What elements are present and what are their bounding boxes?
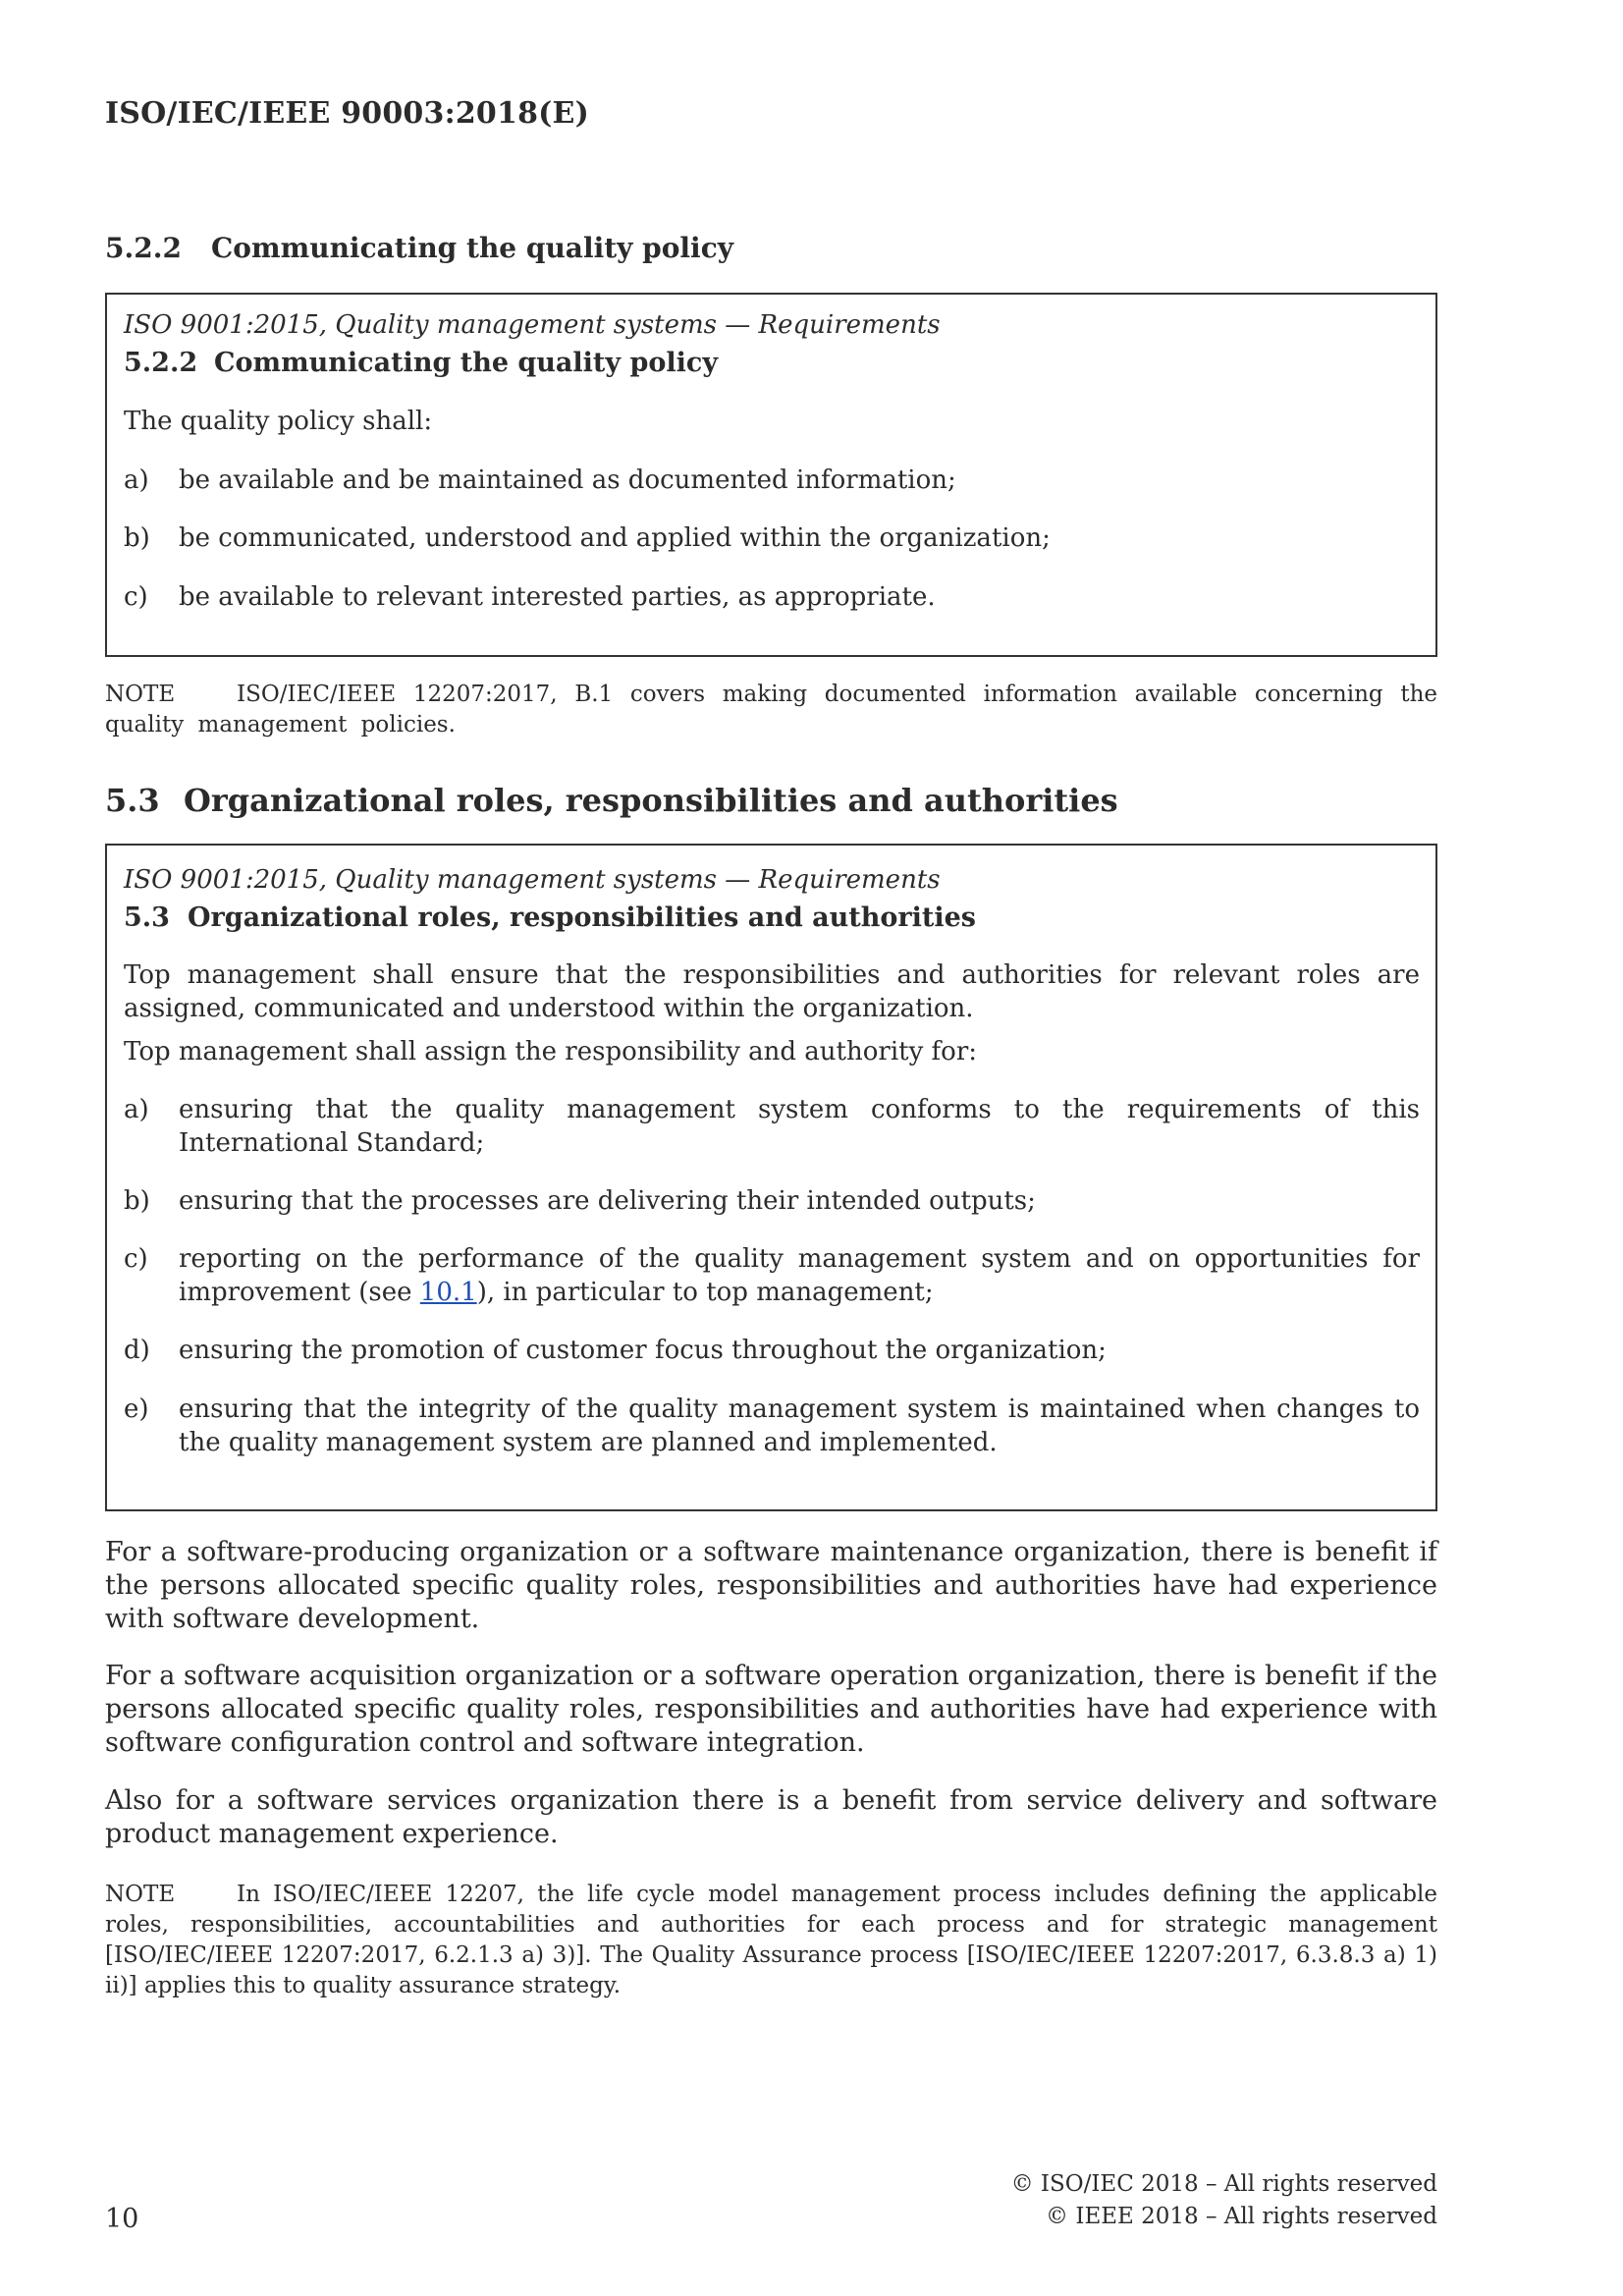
document-identifier: ISO/IEC/IEEE 90003:2018(E) [105,96,589,131]
copyright-notice [1011,2168,1437,2233]
list-text: ensuring the promotion of customer focus throughout the organization; [179,1336,1107,1365]
box-source: ISO 9001:2015, Quality management systems — Requirements [124,310,941,340]
list-text [179,1242,1420,1309]
box-intro: The quality policy shall: [124,407,433,436]
note-label: NOTE [105,682,176,707]
list-item [124,1093,1420,1160]
section-heading-5-3 [105,782,1118,819]
list-item [124,1393,1420,1459]
box-heading [124,902,1420,935]
list-label: a) [124,1095,149,1124]
note [105,1880,1437,2001]
list-item [124,1334,1420,1367]
list-item [124,464,1420,497]
copyright-iso: © ISO/IEC 2018 – All rights reserved [1010,2171,1437,2197]
list-label: e) [124,1394,149,1424]
section-number: 5.2.2 [105,232,182,264]
note-text: ISO/IEC/IEEE 12207:2017, B.1 covers making documented information available concerning the quality management policies. [105,682,1437,738]
list-text: be available and be maintained as documented information; [179,465,956,495]
page-number: 10 [105,2204,139,2234]
list-text-part: ), in particular to top management; [476,1278,934,1307]
list-label: c) [124,1244,148,1274]
list-text: ensuring that the integrity of the quality management system is maintained when changes to the quality management system are planned and implemented. [179,1394,1420,1457]
list-label: d) [124,1336,150,1365]
list-item [124,580,1420,614]
list-label: b) [124,1186,150,1216]
box-heading-number: 5.3 [124,902,170,933]
list-text: be available to relevant interested parties, as appropriate. [179,582,936,612]
body-paragraph: For a software acquisition organization or a software operation organization, there is benefit if the persons allocated specific quality roles, responsibilities and authorities have had experience with software configuration control and software integration. [105,1661,1437,1758]
list-item [124,1184,1420,1218]
box-heading-title: Organizational roles, responsibilities and authorities [188,902,976,933]
list-text: ensuring that the processes are delivering their intended outputs; [179,1186,1036,1216]
box-heading [124,347,1420,380]
list-text-part: reporting on the performance of the quality management system and on opportunities for improvement (see [179,1244,1420,1307]
list-text: ensuring that the quality management system conforms to the requirements of this International Standard; [179,1095,1420,1158]
box-heading-title: Communicating the quality policy [214,348,719,378]
note-label: NOTE [105,1882,176,1907]
note [105,680,1437,740]
quoted-requirement-box [105,844,1437,1511]
section-title: Communicating the quality policy [211,232,734,264]
list-text: be communicated, understood and applied within the organization; [179,523,1051,553]
section-number: 5.3 [105,782,160,819]
body-paragraph: Also for a software services organization there is a benefit from service delivery and software product management experience. [105,1785,1437,1849]
box-paragraph: Top management shall assign the responsibility and authority for: [124,1037,978,1066]
list-item [124,521,1420,555]
list-item [124,1242,1420,1309]
list-label: a) [124,465,149,495]
note-text: In ISO/IEC/IEEE 12207, the life cycle model management process includes defining the applicable roles, responsibilities, accountabilities and authorities for each process and for strategic management [ISO/IEC/IEEE 12207:2017, 6.2.1.3 a) 3)]. The Quality Assurance process [ISO/IEC/IEEE 12207:2017, 6.3.8.3 a) 1) ii)] applies this to quality assurance strategy. [105,1882,1437,1998]
list-label: c) [124,582,148,612]
section-heading-5-2-2 [105,232,733,264]
clause-link[interactable]: 10.1 [419,1278,477,1307]
copyright-ieee: © IEEE 2018 – All rights reserved [1046,2204,1437,2229]
box-source: ISO 9001:2015, Quality management systems — Requirements [124,865,941,895]
box-heading-number: 5.2.2 [124,348,198,378]
box-paragraph: Top management shall ensure that the responsibilities and authorities for relevant roles are assigned, communicated and understood within the organization. [124,960,1420,1023]
section-title: Organizational roles, responsibilities and authorities [184,782,1118,819]
quoted-requirement-box [105,293,1437,657]
list-label: b) [124,523,150,553]
body-paragraph: For a software-producing organization or a software maintenance organization, there is benefit if the persons allocated specific quality roles, responsibilities and authorities have had experience with software development. [105,1537,1437,1634]
